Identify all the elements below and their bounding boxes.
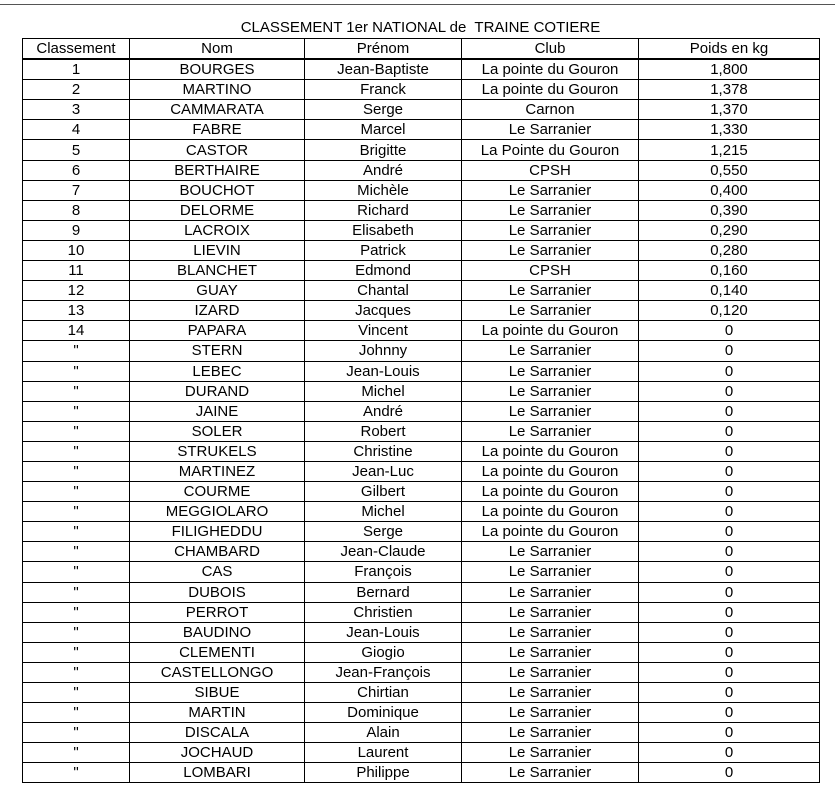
cell-classement: " [23,602,130,622]
cell-nom: MARTINEZ [130,461,305,481]
cell-nom: CAMMARATA [130,100,305,120]
cell-club: Le Sarranier [462,220,639,240]
cell-nom: CLEMENTI [130,642,305,662]
cell-club: La pointe du Gouron [462,522,639,542]
cell-club: Le Sarranier [462,723,639,743]
cell-nom: BERTHAIRE [130,160,305,180]
table-row [23,341,820,361]
cell-club: Le Sarranier [462,622,639,642]
table-row [23,401,820,421]
cell-classement: 9 [23,220,130,240]
cell-poids: 0 [639,683,820,703]
cell-prenom: Dominique [305,703,462,723]
cell-club: Le Sarranier [462,401,639,421]
table-row [23,763,820,783]
cell-classement: " [23,662,130,682]
table-row [23,562,820,582]
table-row [23,662,820,682]
table-row [23,100,820,120]
cell-nom: MARTINO [130,80,305,100]
table-row [23,160,820,180]
cell-prenom: Marcel [305,120,462,140]
cell-classement: " [23,542,130,562]
cell-club: Carnon [462,100,639,120]
cell-club: Le Sarranier [462,341,639,361]
cell-poids: 0 [639,743,820,763]
table-row [23,361,820,381]
cell-prenom: Jean-Louis [305,361,462,381]
table-row [23,743,820,763]
cell-prenom: André [305,401,462,421]
cell-poids: 0 [639,421,820,441]
cell-club: Le Sarranier [462,642,639,662]
cell-classement: 3 [23,100,130,120]
cell-prenom: Edmond [305,261,462,281]
cell-prenom: Michèle [305,180,462,200]
cell-nom: LACROIX [130,220,305,240]
cell-club: La Pointe du Gouron [462,140,639,160]
table-row [23,261,820,281]
cell-classement: " [23,743,130,763]
table-row [23,683,820,703]
cell-classement: " [23,622,130,642]
table-row [23,622,820,642]
cell-prenom: Chirtian [305,683,462,703]
cell-classement: " [23,441,130,461]
cell-classement: " [23,341,130,361]
cell-nom: STRUKELS [130,441,305,461]
cell-nom: LEBEC [130,361,305,381]
cell-club: Le Sarranier [462,301,639,321]
cell-club: CPSH [462,160,639,180]
cell-classement: 12 [23,281,130,301]
cell-prenom: Richard [305,200,462,220]
cell-classement: 4 [23,120,130,140]
cell-classement: " [23,461,130,481]
table-body [23,59,820,783]
table-row [23,542,820,562]
cell-club: Le Sarranier [462,542,639,562]
cell-nom: BOURGES [130,59,305,80]
cell-prenom: Serge [305,100,462,120]
cell-prenom: Alain [305,723,462,743]
cell-nom: LIEVIN [130,240,305,260]
cell-club: CPSH [462,261,639,281]
cell-poids: 0,120 [639,301,820,321]
table-row [23,120,820,140]
table-row [23,381,820,401]
table-row [23,301,820,321]
cell-club: Le Sarranier [462,763,639,783]
cell-poids: 0,390 [639,200,820,220]
cell-poids: 0 [639,341,820,361]
cell-club: Le Sarranier [462,240,639,260]
cell-poids: 0,290 [639,220,820,240]
cell-poids: 0 [639,622,820,642]
cell-nom: BAUDINO [130,622,305,642]
cell-prenom: Jean-Louis [305,622,462,642]
cell-nom: PAPARA [130,321,305,341]
cell-club: Le Sarranier [462,582,639,602]
cell-prenom: Franck [305,80,462,100]
cell-poids: 0 [639,482,820,502]
cell-classement: 13 [23,301,130,321]
cell-prenom: François [305,562,462,582]
cell-prenom: Johnny [305,341,462,361]
cell-club: La pointe du Gouron [462,502,639,522]
cell-classement: " [23,522,130,542]
cell-prenom: Robert [305,421,462,441]
cell-poids: 0 [639,763,820,783]
cell-nom: FILIGHEDDU [130,522,305,542]
table-row [23,59,820,80]
cell-nom: DUBOIS [130,582,305,602]
cell-club: Le Sarranier [462,602,639,622]
top-border-line [0,4,835,5]
cell-classement: " [23,502,130,522]
column-header-prenom: Prénom [305,39,462,60]
cell-club: Le Sarranier [462,421,639,441]
cell-nom: CAS [130,562,305,582]
table-row [23,441,820,461]
cell-classement: " [23,562,130,582]
cell-nom: DELORME [130,200,305,220]
cell-poids: 0,140 [639,281,820,301]
cell-classement: 11 [23,261,130,281]
cell-prenom: Bernard [305,582,462,602]
cell-club: Le Sarranier [462,200,639,220]
table-row [23,522,820,542]
cell-nom: PERROT [130,602,305,622]
table-row [23,321,820,341]
cell-classement: " [23,642,130,662]
cell-classement: " [23,582,130,602]
cell-poids: 0,550 [639,160,820,180]
table-header-row [23,39,820,60]
cell-poids: 0,280 [639,240,820,260]
cell-prenom: Chantal [305,281,462,301]
table-row [23,723,820,743]
cell-poids: 0 [639,642,820,662]
cell-poids: 0,160 [639,261,820,281]
cell-prenom: Jean-François [305,662,462,682]
cell-prenom: Jean-Luc [305,461,462,481]
cell-poids: 0 [639,461,820,481]
cell-club: La pointe du Gouron [462,80,639,100]
cell-poids: 0 [639,381,820,401]
cell-classement: " [23,401,130,421]
cell-prenom: Brigitte [305,140,462,160]
table-row [23,582,820,602]
cell-club: La pointe du Gouron [462,482,639,502]
column-header-nom: Nom [130,39,305,60]
table-row [23,461,820,481]
cell-poids: 0 [639,723,820,743]
table-row [23,502,820,522]
table-row [23,421,820,441]
cell-classement: 1 [23,59,130,80]
cell-prenom: Christine [305,441,462,461]
cell-prenom: Serge [305,522,462,542]
cell-classement: " [23,723,130,743]
column-header-poids: Poids en kg [639,39,820,60]
cell-club: Le Sarranier [462,120,639,140]
cell-prenom: Patrick [305,240,462,260]
cell-classement: " [23,361,130,381]
table-row [23,240,820,260]
cell-classement: " [23,703,130,723]
cell-nom: JOCHAUD [130,743,305,763]
cell-classement: " [23,763,130,783]
cell-club: La pointe du Gouron [462,59,639,80]
cell-club: Le Sarranier [462,562,639,582]
table-row [23,602,820,622]
table-row [23,80,820,100]
cell-club: Le Sarranier [462,361,639,381]
table-row [23,703,820,723]
cell-poids: 0 [639,361,820,381]
cell-poids: 1,330 [639,120,820,140]
cell-club: La pointe du Gouron [462,321,639,341]
cell-classement: 8 [23,200,130,220]
cell-nom: CASTELLONGO [130,662,305,682]
cell-classement: 10 [23,240,130,260]
ranking-table [22,38,820,783]
cell-classement: 14 [23,321,130,341]
cell-poids: 1,370 [639,100,820,120]
cell-club: Le Sarranier [462,381,639,401]
table-row [23,180,820,200]
cell-classement: " [23,421,130,441]
cell-nom: MEGGIOLARO [130,502,305,522]
cell-club: La pointe du Gouron [462,461,639,481]
cell-prenom: Jean-Claude [305,542,462,562]
cell-nom: SOLER [130,421,305,441]
table-row [23,642,820,662]
cell-prenom: Michel [305,502,462,522]
cell-prenom: Christien [305,602,462,622]
cell-club: Le Sarranier [462,281,639,301]
cell-poids: 0 [639,401,820,421]
cell-nom: LOMBARI [130,763,305,783]
cell-nom: CHAMBARD [130,542,305,562]
table-row [23,140,820,160]
cell-prenom: Jacques [305,301,462,321]
page-title: CLASSEMENT 1er NATIONAL de TRAINE COTIERE [240,19,601,36]
column-header-club: Club [462,39,639,60]
cell-prenom: Gilbert [305,482,462,502]
cell-poids: 0 [639,542,820,562]
cell-classement: 5 [23,140,130,160]
cell-prenom: Philippe [305,763,462,783]
cell-club: La pointe du Gouron [462,441,639,461]
cell-poids: 0 [639,602,820,622]
cell-poids: 0 [639,582,820,602]
cell-poids: 1,378 [639,80,820,100]
cell-nom: DISCALA [130,723,305,743]
cell-club: Le Sarranier [462,703,639,723]
cell-nom: BLANCHET [130,261,305,281]
cell-poids: 0 [639,502,820,522]
cell-nom: GUAY [130,281,305,301]
table-row [23,482,820,502]
cell-nom: STERN [130,341,305,361]
cell-prenom: Laurent [305,743,462,763]
cell-poids: 1,215 [639,140,820,160]
cell-club: Le Sarranier [462,743,639,763]
cell-prenom: Michel [305,381,462,401]
table-row [23,220,820,240]
cell-nom: CASTOR [130,140,305,160]
cell-classement: " [23,381,130,401]
cell-poids: 0 [639,703,820,723]
cell-poids: 1,800 [639,59,820,80]
cell-prenom: Vincent [305,321,462,341]
cell-classement: " [23,683,130,703]
cell-nom: MARTIN [130,703,305,723]
cell-classement: 6 [23,160,130,180]
cell-classement: 7 [23,180,130,200]
table-row [23,200,820,220]
cell-classement: " [23,482,130,502]
cell-prenom: André [305,160,462,180]
cell-nom: FABRE [130,120,305,140]
cell-club: Le Sarranier [462,662,639,682]
cell-nom: BOUCHOT [130,180,305,200]
cell-poids: 0 [639,662,820,682]
cell-prenom: Elisabeth [305,220,462,240]
cell-prenom: Giogio [305,642,462,662]
cell-nom: DURAND [130,381,305,401]
cell-club: Le Sarranier [462,683,639,703]
cell-poids: 0 [639,522,820,542]
cell-club: Le Sarranier [462,180,639,200]
cell-nom: IZARD [130,301,305,321]
cell-poids: 0 [639,321,820,341]
cell-prenom: Jean-Baptiste [305,59,462,80]
cell-nom: COURME [130,482,305,502]
cell-nom: JAINE [130,401,305,421]
cell-nom: SIBUE [130,683,305,703]
cell-poids: 0 [639,441,820,461]
cell-classement: 2 [23,80,130,100]
cell-poids: 0 [639,562,820,582]
table-row [23,281,820,301]
column-header-classement: Classement [23,39,130,60]
cell-poids: 0,400 [639,180,820,200]
